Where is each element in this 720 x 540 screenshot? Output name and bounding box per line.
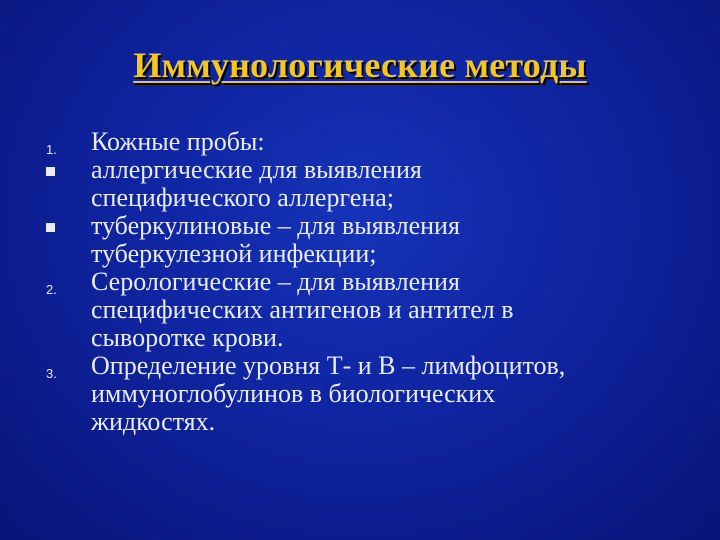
- square-bullet-icon: [46, 167, 55, 176]
- list-item-line: специфических антигенов и антител в: [91, 295, 514, 324]
- content-list: [0, 128, 720, 436]
- list-item-1: [0, 128, 720, 156]
- list-item-line: Кожные пробы:: [91, 127, 265, 156]
- list-item-line: Определение уровня Т- и В – лимфоцитов,: [91, 351, 566, 380]
- list-item-line: жидкостях.: [91, 407, 216, 436]
- list-item-line: туберкулиновые – для выявления: [91, 211, 460, 240]
- list-item-3: [0, 352, 720, 436]
- list-item-line: иммуноглобулинов в биологических: [91, 379, 496, 408]
- list-item-line: аллергические для выявления: [91, 155, 422, 184]
- list-number-3: 3.: [46, 366, 57, 381]
- list-item-line: специфического аллергена;: [91, 183, 395, 212]
- square-bullet-icon: [46, 223, 55, 232]
- list-number-2: 2.: [46, 282, 57, 297]
- list-number-1: 1.: [46, 142, 57, 157]
- list-item-bullet-2: [0, 212, 720, 268]
- list-item-text: [91, 352, 691, 436]
- list-item-text: [91, 156, 691, 212]
- list-item-text: [91, 128, 691, 156]
- list-item-line: туберкулезной инфекции;: [91, 239, 377, 268]
- list-item-line: Серологические – для выявления: [91, 267, 460, 296]
- list-item-line: сыворотке крови.: [91, 323, 284, 352]
- list-item-bullet-1: [0, 156, 720, 212]
- list-item-2: [0, 268, 720, 352]
- list-item-text: [91, 268, 691, 352]
- slide-title: Иммунологические методы: [133, 45, 587, 85]
- list-item-text: [91, 212, 691, 268]
